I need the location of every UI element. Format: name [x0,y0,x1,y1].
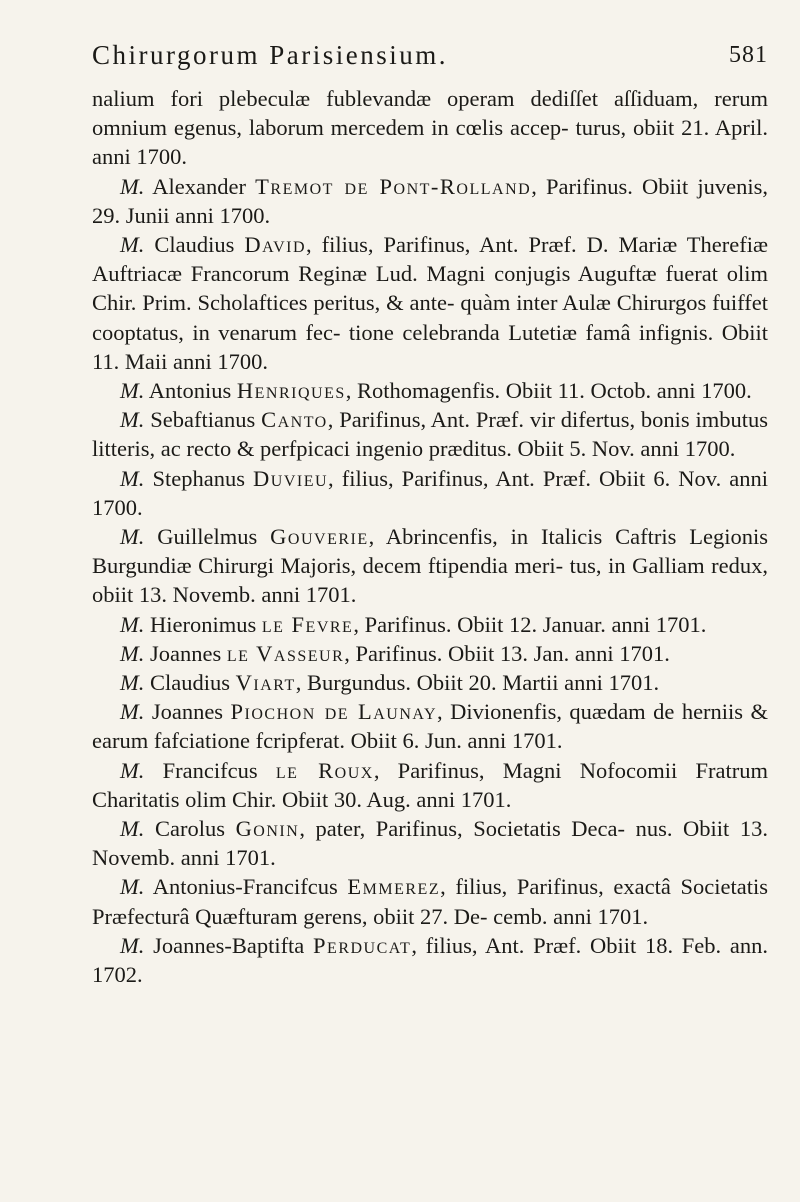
entry-surname: Duvieu [253,465,329,491]
entry-given-name: Joannes [150,640,222,666]
entry-text: , Divionenfis, quædam de herniis & earum fafciatione fcripferat. Obiit 6. Jun. anni 1701. [92,699,769,754]
entry-text: , Parifinus. Obiit 12. Januar. anni 1701. [353,611,707,637]
entry-perducat [92,931,768,989]
entry-surname: Emmerez [347,874,441,900]
entry-given-name: Hieronimus [150,611,257,637]
entry-prefix: M. [120,932,145,958]
page-number: 581 [729,42,768,68]
entry-given-name: Antonius-Francifcus [152,874,338,900]
entry-text: , filius, Parifinus, Ant. Præf. D. Mariæ Therefiæ Auftriacæ Francorum Reginæ Lud. Magni conjugis Auguftæ fuerat olim Chir. Prim. Scholaftices peritus, & ante- quàm inter Aulæ Chirurgos fuiffet cooptatus, in venarum fec- tione celebranda Lutetiæ famâ infignis. Obiit 11. Maii anni 1700. [92,232,768,374]
entry-text: , Rothomagenfis. Obiit 11. Octob. anni 1700. [345,378,752,404]
entry-surname: Henriques [236,378,346,404]
running-title: Chirurgorum Parisiensium. [92,40,448,70]
entry-given-name: Claudius [154,232,235,258]
entry-prefix: M. [120,670,145,696]
entry-gouverie [92,522,768,610]
entry-continuation [92,84,768,172]
entry-text: , pater, Parifinus, Societatis Deca- nus. Obiit 13. Novemb. anni 1701. [92,816,769,871]
entry-canto [92,405,768,463]
entry-given-name: Antonius [148,378,232,404]
entry-surname: Viart [235,670,296,696]
entry-surname: Gouverie [270,524,369,550]
entry-given-name: Claudius [150,670,231,696]
entry-surname: Perducat [313,932,412,958]
entry-given-name: Francifcus [162,757,258,783]
entry-prefix: M. [120,816,145,842]
entry-prefix: M. [120,874,145,900]
entry-given-name: Sebaftianus [150,407,256,433]
entry-surname: le Vasseur [226,640,345,666]
body-text [92,84,768,989]
entry-gonin [92,814,768,872]
entry-prefix: M. [120,524,145,550]
entry-surname: Canto [261,407,328,433]
entry-surname: David [244,232,307,258]
entry-surname: Piochon de Launay [230,699,438,725]
entry-text: , Burgundus. Obiit 20. Martii anni 1701. [295,670,660,696]
entry-prefix: M. [120,173,145,199]
entry-prefix: M. [120,640,145,666]
entry-prefix: M. [120,378,145,404]
entry-surname: le Fevre [261,611,354,637]
entry-le-roux [92,756,768,814]
entry-piochon [92,697,768,755]
entry-prefix: M. [120,757,145,783]
entry-le-vasseur [92,639,768,668]
entry-given-name: Guillelmus [157,524,258,550]
entry-prefix: M. [120,699,145,725]
entry-surname: Tremot de Pont-Rolland [255,173,532,199]
entry-prefix: M. [120,407,145,433]
entry-tremot [92,172,768,230]
entry-surname: Gonin [235,816,300,842]
entry-text: , Abrincenfis, in Italicis Caftris Legionis Burgundiæ Chirurgi Majoris, decem ftipendia meri- tus, in Galliam redux, obiit 13. Novemb. anni 1701. [92,524,768,608]
entry-given-name: Carolus [154,816,225,842]
entry-text: nalium fori plebeculæ fublevandæ operam dediſſet aſſiduam, rerum omnium egenus, laborum mercedem in cœlis accep- turus, obiit 21. April. anni 1700. [92,86,768,170]
entry-viart [92,668,768,697]
entry-prefix: M. [120,232,145,258]
entry-given-name: Joannes [151,699,224,725]
entry-henriques [92,376,768,405]
entry-text: , filius, Ant. Præf. Obiit 18. Feb. ann. 1702. [92,932,768,988]
entry-text: , Parifinus, Magni Nofocomii Fratrum Charitatis olim Chir. Obiit 30. Aug. anni 1701. [92,757,769,812]
entry-prefix: M. [120,465,145,491]
entry-surname: le Roux [275,757,374,783]
entry-le-fevre [92,610,768,639]
entry-given-name: Stephanus [152,465,245,491]
entry-text: , Parifinus, Ant. Præf. vir difertus, bonis imbutus litteris, ac recto & perfpicaci ingenio præditus. Obiit 5. Nov. anni 1700. [92,407,769,462]
entry-given-name: Joannes-Baptifta [153,932,305,958]
entry-david [92,230,768,376]
entry-prefix: M. [120,611,145,637]
entry-duvieu [92,464,768,522]
entry-text: , filius, Parifinus, Ant. Præf. Obiit 6. Nov. anni 1700. [92,465,769,520]
entry-text: , filius, Parifinus, exactâ Societatis Præfecturâ Quæfturam gerens, obiit 27. De- cemb. anni 1701. [92,874,768,929]
running-header [92,40,768,80]
entry-emmerez [92,872,768,930]
entry-text: , Parifinus. Obiit juvenis, 29. Junii anni 1700. [92,173,769,228]
entry-given-name: Alexander [152,173,246,199]
entry-text: , Parifinus. Obiit 13. Jan. anni 1701. [344,640,670,666]
